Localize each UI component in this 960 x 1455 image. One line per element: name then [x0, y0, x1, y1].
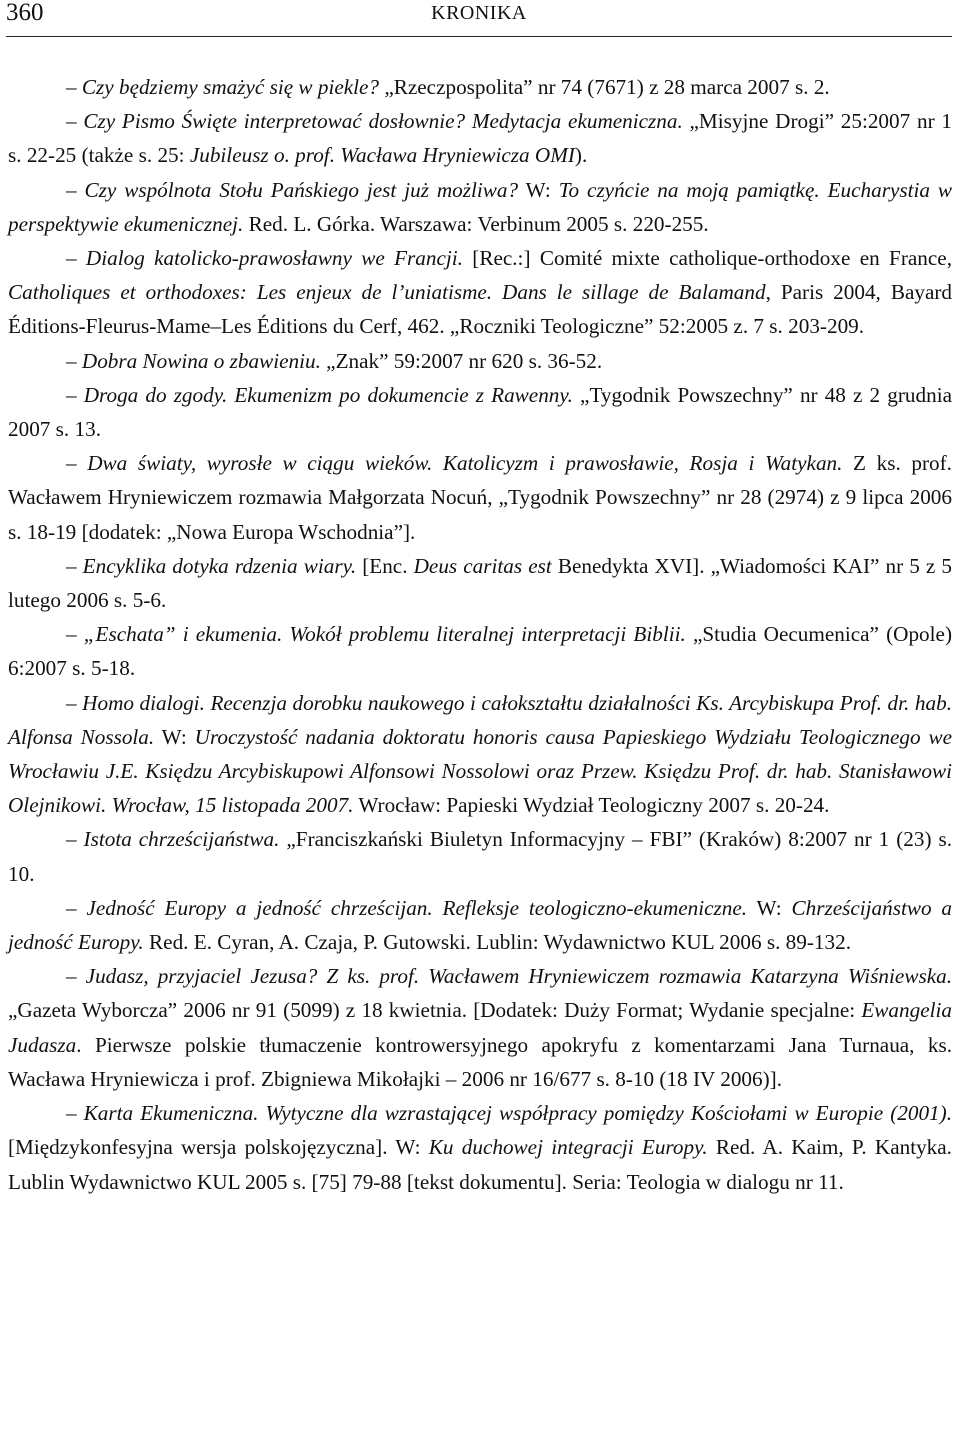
entry-citation-text: W: [154, 724, 195, 749]
entry-title-text: – Czy wspólnota Stołu Pańskiego jest już możliwa? [66, 177, 519, 202]
bibliography-entry [8, 549, 952, 617]
bibliography-entry [8, 446, 952, 549]
entry-title-text: – Judasz, przyjaciel Jezusa? Z ks. prof. Wacławem Hryniewiczem rozmawia Katarzyna Wiśniewska. [66, 964, 952, 989]
entry-citation-text: Red. A. Kaim, P. Kantyka. Lublin Wydawnictwo KUL 2005 s. [75] 79-88 [tekst dokumentu]. Seria: Teologia w dialogu nr 11. [8, 1135, 952, 1194]
entry-title-text: – Dobra Nowina o zbawieniu. [66, 348, 321, 373]
entry-citation-text: „Gazeta Wyborcza” 2006 nr 91 (5099) z 18 kwietnia. [Dodatek: Duży Format; Wydanie specjalne: [8, 998, 862, 1023]
entry-citation-text: Wrocław: Papieski Wydział Teologiczny 2007 s. 20-24. [353, 793, 830, 818]
entry-title-text: Jubileusz o. prof. Wacława Hryniewicza OMI [189, 143, 575, 168]
entry-citation-text: „Studia Oecumenica” (Opole) 6:2007 s. 5-18. [8, 622, 952, 681]
bibliography-entry [8, 241, 952, 344]
bibliography-entry [8, 378, 952, 446]
entry-citation-text: ). [574, 143, 588, 168]
entry-title-text: – Homo dialogi. Recenzja dorobku naukowego i całokształtu działalności Ks. Arcybiskupa Prof. dr. hab. Alfonsa Nossola. [8, 690, 952, 749]
entry-citation-text: [Międzykonfesyjna wersja polskojęzyczna]. W: [8, 1135, 429, 1160]
entry-title-text: – „Eschata” i ekumenia. Wokół problemu literalnej interpretacji Biblii. [66, 622, 686, 647]
entry-citation-text: . Pierwsze polskie tłumaczenie kontrowersyjnego apokryfu z komentarzami Jana Turnaua, ks. Wacława Hryniewicza i prof. Zbigniewa Mikołajki – 2006 nr 16/677 s. 8-10 (18 IV 2006)]. [8, 1032, 952, 1091]
entry-title-text: – Encyklika dotyka rdzenia wiary. [66, 553, 357, 578]
bibliography-list [8, 70, 952, 1199]
bibliography-entry [8, 891, 952, 959]
entry-title-text: Ewangelia Judasza [8, 998, 952, 1057]
entry-citation-text: Z ks. prof. Wacławem Hryniewiczem rozmawia Małgorzata Nocuń, „Tygodnik Powszechny” nr 28 (2974) z 9 lipca 2006 s. 18-19 [dodatek: „Nowa Europa Wschodnia”]. [8, 451, 952, 544]
entry-title-text: – Dwa światy, wyrosłe w ciągu wieków. Katolicyzm i prawosławie, Rosja i Watykan. [66, 451, 843, 476]
page-number: 360 [6, 0, 44, 26]
entry-citation-text: [Enc. [356, 553, 414, 578]
entry-citation-text: „Rzeczpospolita” nr 74 (7671) z 28 marca 2007 s. 2. [379, 75, 830, 99]
bibliography-entry [8, 617, 952, 685]
bibliography-entry [8, 822, 952, 890]
entry-citation-text: W: [747, 895, 792, 920]
bibliography-entry [8, 686, 952, 823]
entry-citation-text: W: [518, 177, 559, 202]
entry-title-text: – Istota chrześcijaństwa. [66, 827, 280, 852]
entry-title-text: – Dialog katolicko-prawosławny we Francji. [66, 246, 463, 271]
bibliography-entry [8, 1096, 952, 1199]
entry-citation-text: Benedykta XVI]. „Wiadomości KAI” nr 5 z 5 lutego 2006 s. 5-6. [8, 553, 953, 613]
bibliography-entry [8, 959, 952, 1096]
entry-title-text: Catholiques et orthodoxes: Les enjeux de l’uniatisme. Dans le sillage de Balamand [8, 280, 766, 305]
entry-title-text: Deus caritas est [413, 553, 552, 578]
entry-title-text: Ku duchowej integracji Europy. [428, 1135, 708, 1160]
entry-citation-text: , Paris 2004, Bayard Éditions-Fleurus-Mame–Les Éditions du Cerf, 462. „Roczniki Teologiczne” 52:2005 z. 7 s. 203-209. [8, 280, 953, 339]
entry-citation-text: „Franciszkański Biuletyn Informacyjny – FBI” (Kraków) 8:2007 nr 1 (23) s. 10. [8, 827, 953, 886]
entry-citation-text: [Rec.:] Comité mixte catholique-orthodoxe en France, [462, 246, 952, 271]
entry-citation-text: „Tygodnik Powszechny” nr 48 z 2 grudnia 2007 s. 13. [8, 382, 952, 442]
entry-title-text: Uroczystość nadania doktoratu honoris causa Papieskiego Wydziału Teologicznego we Wrocławiu J.E. Księdzu Arcybiskupowi Alfonsowi Nossolowi oraz Przew. Księdzu Prof. dr. hab. Stanisławowi Olejnikowi. Wrocław, 15 listopada 2007. [8, 724, 952, 818]
entry-citation-text: Red. E. Cyran, A. Czaja, P. Gutowski. Lublin: Wydawnictwo KUL 2006 s. 89-132. [143, 930, 851, 955]
bibliography-entry [8, 344, 952, 378]
entry-title-text: Chrześcijaństwo a jedność Europy. [8, 895, 953, 955]
entry-title-text: – Czy Pismo Święte interpretować dosłownie? Medytacja ekumeniczna. [66, 109, 683, 134]
bibliography-entry [8, 70, 952, 104]
entry-citation-text: Red. L. Górka. Warszawa: Verbinum 2005 s. 220-255. [243, 211, 709, 236]
bibliography-entry [8, 104, 952, 172]
entry-citation-text: „Znak” 59:2007 nr 620 s. 36-52. [320, 348, 603, 373]
entry-title-text: – Jedność Europy a jedność chrześcijan. Refleksje teologiczno-ekumeniczne. [66, 895, 748, 920]
entry-title-text: – Karta Ekumeniczna. Wytyczne dla wzrastającej współpracy pomiędzy Kościołami w Europie (2001). [66, 1101, 952, 1126]
entry-citation-text: „Misyjne Drogi” 25:2007 nr 1 s. 22-25 (także s. 25: [8, 109, 952, 168]
bibliography-entry [8, 173, 952, 241]
entry-title-text: – Droga do zgody. Ekumenizm po dokumencie z Rawenny. [66, 382, 573, 407]
entry-title-text: – Czy będziemy smażyć się w piekle? [66, 75, 380, 99]
entry-title-text: To czyńcie na moją pamiątkę. Eucharystia w perspektywie ekumenicznej. [8, 177, 953, 236]
running-head: KRONIKA [431, 2, 527, 24]
page-header [6, 0, 952, 37]
